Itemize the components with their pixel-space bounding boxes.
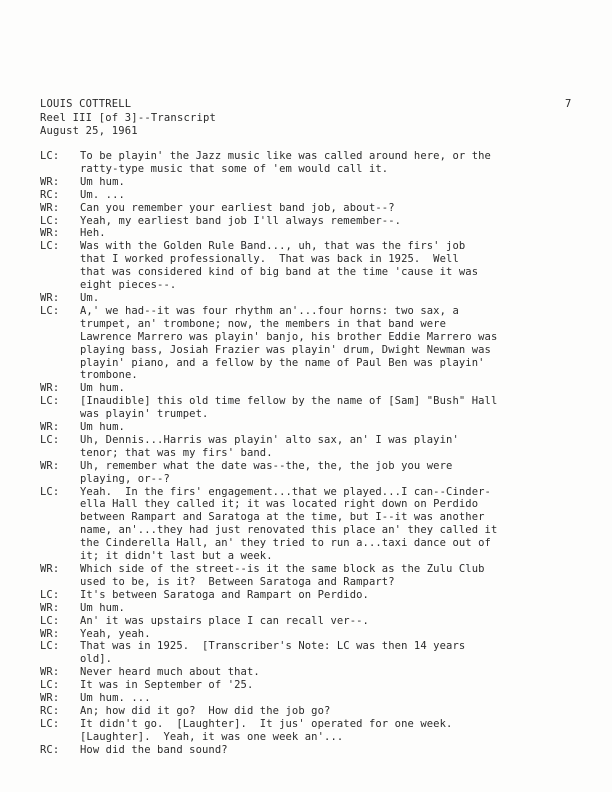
speaker-label: LC: — [40, 485, 60, 498]
speaker-text: Heh. — [80, 227, 106, 240]
speaker-text: [Inaudible] this old time fellow by the name of [Sam] "Bush" Hall was playin' trumpet. — [80, 395, 498, 421]
speaker-label: WR: — [40, 563, 60, 575]
speaker-text: Which side of the street--is it the same block as the Zulu Club used to be, is it? Between Saratoga and Rampart? — [80, 563, 485, 588]
transcript-entry — [40, 395, 580, 421]
transcript-entry — [40, 705, 580, 718]
speaker-text: Um hum. ... — [80, 692, 151, 705]
transcript-entry — [40, 292, 580, 305]
speaker-label: LC: — [40, 717, 60, 730]
speaker-text: An; how did it go? How did the job go? — [80, 704, 331, 717]
speaker-label: LC: — [40, 214, 60, 227]
speaker-label: WR: — [40, 601, 60, 614]
transcript-entry — [40, 240, 580, 292]
transcript-entry — [40, 718, 580, 744]
transcript-entry — [40, 176, 580, 189]
speaker-label: WR: — [40, 227, 60, 240]
transcript-entry — [40, 628, 580, 641]
speaker-label: WR: — [40, 627, 60, 640]
speaker-label: RC: — [40, 743, 60, 756]
speaker-text: Um hum. — [80, 601, 125, 614]
transcript-entry — [40, 189, 580, 202]
header-date: August 25, 1961 — [40, 125, 138, 137]
speaker-label: LC: — [40, 304, 60, 317]
speaker-text: Yeah. In the firs' engagement...that we played...I can--Cinder- ella Hall they called it; it was located right down on Perdido between Rampart and Saratoga at the time, but I--it was another name, an'...they had just renovated this place an' they called it the Cinderella Hall, an' they tried to run a...taxi dance out of it; it didn't last but a week. — [80, 485, 498, 563]
speaker-label: WR: — [40, 421, 60, 434]
transcript-entry — [40, 150, 580, 176]
speaker-text: To be playin' the Jazz music like was called around here, or the ratty-type music that some of 'em would call it. — [80, 150, 491, 175]
transcript-entry — [40, 421, 580, 434]
speaker-label: RC: — [40, 188, 60, 201]
speaker-text: Never heard much about that. — [80, 666, 260, 679]
transcript-entry — [40, 666, 580, 679]
speaker-text: It didn't go. [Laughter]. It jus' operated for one week. [Laughter]. Yeah, it was one week an'... — [80, 717, 453, 743]
speaker-text: It was in September of '25. — [80, 679, 254, 692]
transcript-entry — [40, 563, 580, 589]
speaker-text: An' it was upstairs place I can recall ver--. — [80, 614, 369, 627]
speaker-text: Um hum. — [80, 175, 125, 188]
speaker-text: Um hum. — [80, 421, 125, 434]
speaker-text: Yeah, my earliest band job I'll always remember--. — [80, 214, 402, 227]
transcript-entry — [40, 215, 580, 228]
speaker-label: LC: — [40, 150, 60, 162]
transcript-entry — [40, 382, 580, 395]
speaker-text: It's between Saratoga and Rampart on Perdido. — [80, 588, 369, 601]
transcript-entry — [40, 640, 580, 666]
transcript-entry — [40, 744, 580, 757]
speaker-label: LC: — [40, 614, 60, 627]
transcript-entry — [40, 434, 580, 460]
speaker-text: Yeah, yeah. — [80, 627, 151, 640]
speaker-label: LC: — [40, 679, 60, 692]
speaker-label: LC: — [40, 588, 60, 601]
speaker-text: A,' we had--it was four rhythm an'...four horns: two sax, a trumpet, an' trombone; now, the members in that band were Lawrence Marrero was playin' banjo, his brother Eddie Marrero was playing bass, Josiah Frazier was playin' drum, Dwight Newman was playin' piano, and a fellow by the name of Paul Ben was playin' trombone. — [80, 304, 498, 382]
speaker-label: WR: — [40, 382, 60, 395]
speaker-text: Was with the Golden Rule Band..., uh, that was the firs' job that I worked professionally. That was back in 1925. Well that was considered kind of big band at the time 'cause it was eight pieces--. — [80, 240, 479, 292]
speaker-label: LC: — [40, 433, 60, 446]
speaker-text: Can you remember your earliest band job, about--? — [80, 201, 395, 214]
speaker-label: WR: — [40, 459, 60, 472]
speaker-label: LC: — [40, 640, 60, 653]
speaker-text: Uh, remember what the date was--the, the, the job you were playing, or--? — [80, 459, 453, 485]
speaker-label: LC: — [40, 240, 60, 253]
speaker-label: WR: — [40, 175, 60, 188]
header-name: LOUIS COTTRELL — [40, 98, 132, 110]
speaker-text: Um. ... — [80, 188, 125, 201]
speaker-text: Um. — [80, 291, 100, 304]
transcript-entry — [40, 692, 580, 705]
speaker-text: How did the band sound? — [80, 743, 228, 756]
speaker-label: LC: — [40, 395, 60, 408]
speaker-label: RC: — [40, 704, 60, 717]
speaker-label: WR: — [40, 692, 60, 705]
speaker-label: WR: — [40, 201, 60, 214]
transcript-entry — [40, 615, 580, 628]
speaker-label: WR: — [40, 666, 60, 679]
speaker-label: WR: — [40, 291, 60, 304]
header-reel: Reel III [of 3]--Transcript — [40, 111, 217, 124]
transcript-entry — [40, 486, 580, 563]
transcript-entry — [40, 202, 580, 215]
speaker-text: That was in 1925. [Transcriber's Note: LC was then 14 years old]. — [80, 640, 466, 666]
transcript-entry — [40, 227, 580, 240]
transcript-entry — [40, 460, 580, 486]
page-number: 7 — [565, 98, 572, 110]
transcript-body — [40, 150, 580, 757]
transcript-entry — [40, 305, 580, 382]
speaker-text: Uh, Dennis...Harris was playin' alto sax, an' I was playin' tenor; that was my firs' band. — [80, 433, 459, 459]
speaker-text: Um hum. — [80, 382, 125, 395]
transcript-entry — [40, 589, 580, 602]
transcript-entry — [40, 679, 580, 692]
document-header — [40, 98, 216, 139]
transcript-entry — [40, 602, 580, 615]
